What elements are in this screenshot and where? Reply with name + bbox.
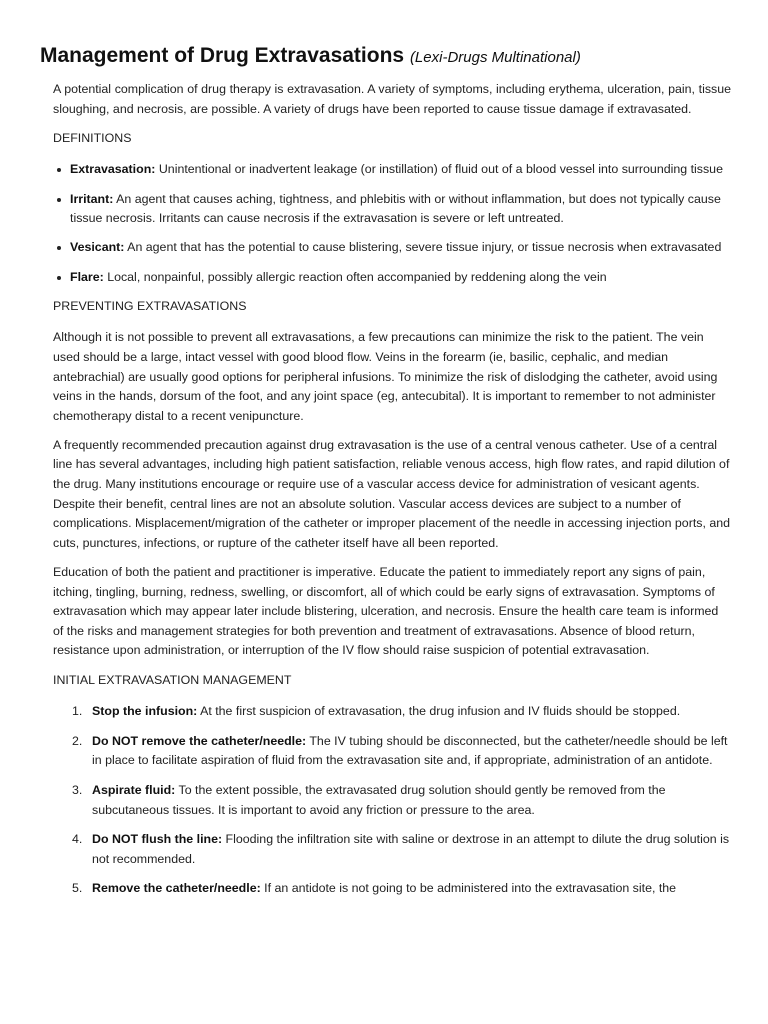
step-text: To the extent possible, the extravasated drug solution should gently be removed from the subcutaneous tissues. It is important to avoid any friction or pressure to the area. [92, 782, 666, 817]
step-number: 1. [72, 704, 83, 719]
preventing-paragraph: Education of both the patient and practitioner is imperative. Educate the patient to immediately report any signs of pain, itching, tingling, burning, redness, swelling, or discomfort, all of which could be early signs of extravasation. Symptoms of extravasation which may appear later include blistering, ulceration, and necrosis. Ensure the health care team is informed of the risks and management strategies for both prevention and treatment of extravasations. Absence of blood return, resistance upon administration, or interruption of the IV flow should raise suspicion of potential extravasation. [53, 565, 719, 658]
step-number: 2. [72, 733, 83, 748]
step-text: If an antidote is not going to be administered into the extravasation site, the [260, 881, 677, 896]
preventing-heading: PREVENTING EXTRAVASATIONS [53, 298, 247, 313]
definition-item [53, 238, 731, 258]
definition-term: Extravasation: [70, 162, 156, 177]
step-text: At the first suspicion of extravasation, the drug infusion and IV fluids should be stopped. [197, 704, 681, 719]
page-title-main: Management of Drug Extravasations [40, 44, 405, 67]
step-number: 5. [72, 881, 83, 896]
definition-item [53, 268, 731, 288]
definition-text: An agent that causes aching, tightness, and phlebitis with or without inflammation, but does not typically cause tissue necrosis. Irritants can cause necrosis if the extravasation is severe or left untreated. [70, 191, 721, 226]
definition-text: Unintentional or inadvertent leakage (or instillation) of fluid out of a blood vessel into surrounding tissue [155, 162, 723, 177]
page-title-source: (Lexi-Drugs Multinational) [409, 49, 581, 66]
step-term: Aspirate fluid: [92, 782, 176, 797]
management-step [53, 830, 731, 869]
definition-term: Vesicant: [70, 240, 125, 255]
step-term: Stop the infusion: [92, 704, 198, 719]
definition-text: An agent that has the potential to cause blistering, severe tissue injury, or tissue necrosis when extravasated [124, 240, 722, 255]
definitions-list [53, 160, 731, 287]
step-term: Do NOT flush the line: [92, 832, 223, 847]
step-text: Flooding the infiltration site with saline or dextrose in an attempt to dilute the drug solution is not recommended. [92, 832, 730, 866]
step-number: 4. [72, 832, 83, 847]
management-step [53, 732, 731, 771]
document-content [53, 80, 731, 909]
definition-item [53, 190, 731, 229]
management-step [53, 879, 731, 899]
definition-text: Local, nonpainful, possibly allergic reaction often accompanied by reddening along the vein [103, 269, 607, 284]
page-title [40, 42, 740, 72]
management-step [53, 702, 731, 722]
preventing-paragraph: A frequently recommended precaution against drug extravasation is the use of a central venous catheter. Use of a central line has several advantages, including high patient satisfaction, reliable venous access, high flow rates, and rapid dilution of the drug. Many institutions encourage or require use of a vascular access device for administration of vesicant agents. Despite their benefit, central lines are not an absolute solution. Vascular access devices are subject to a number of complications. Misplacement/migration of the catheter or improper placement of the needle in accessing injection ports, and cuts, punctures, infections, or rupture of the catheter itself have all been reported. [53, 437, 731, 550]
definition-term: Flare: [70, 269, 104, 284]
preventing-paragraph: Although it is not possible to prevent all extravasations, a few precautions can minimize the risk to the patient. The vein used should be a large, intact vessel with good blood flow. Veins in the forearm (ie, basilic, cephalic, and median antebrachial) are usually good options for peripheral infusions. To minimize the risk of dislodging the catheter, avoid using veins in the hands, dorsum of the foot, and any joint space (eg, antecubital). It is important to remember to not administer chemotherapy distal to a recent venipuncture. [53, 330, 718, 423]
definitions-heading: DEFINITIONS [53, 130, 132, 145]
management-step [53, 781, 731, 820]
management-heading: INITIAL EXTRAVASATION MANAGEMENT [53, 672, 292, 687]
intro-paragraph: A potential complication of drug therapy is extravasation. A variety of symptoms, including erythema, ulceration, pain, tissue sloughing, and necrosis, are possible. A variety of drugs have been reported to cause tissue damage if extravasated. [53, 82, 731, 116]
step-text: The IV tubing should be disconnected, but the catheter/needle should be left in place to facilitate aspiration of fluid from the extravasation site and, if appropriate, administration of an antidote. [92, 733, 728, 768]
step-number: 3. [72, 782, 83, 797]
definition-item [53, 160, 731, 180]
step-term: Remove the catheter/needle: [92, 881, 261, 896]
definition-term: Irritant: [70, 191, 114, 206]
management-steps-list [53, 702, 731, 899]
step-term: Do NOT remove the catheter/needle: [92, 733, 307, 748]
